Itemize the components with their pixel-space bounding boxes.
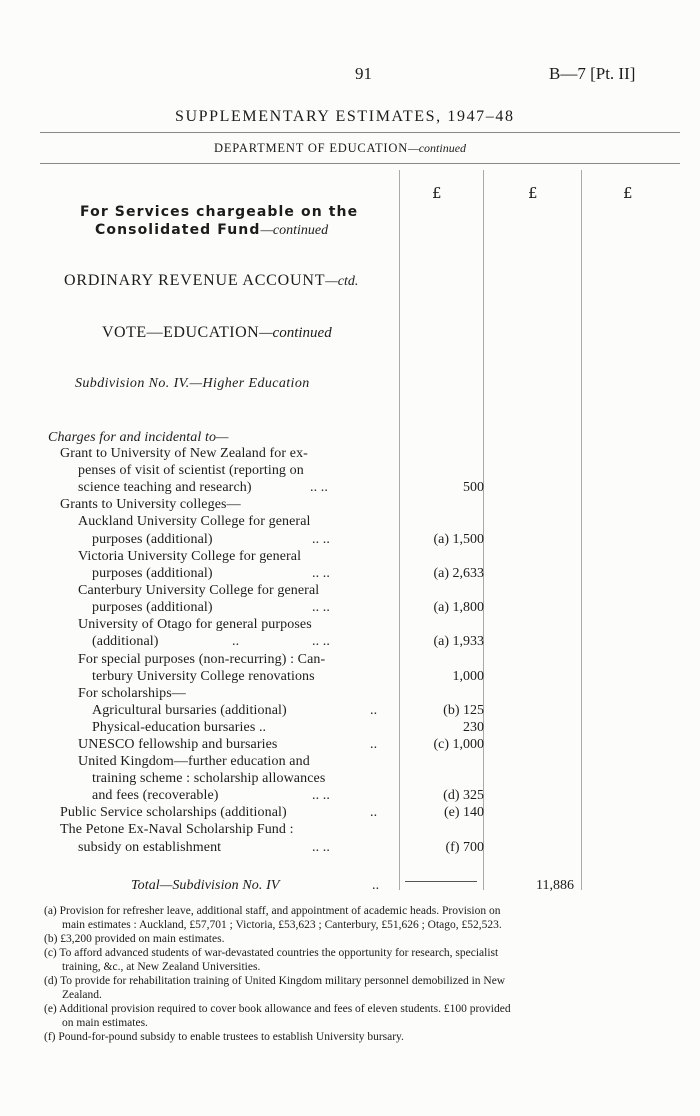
item-unesco-leader: ..: [370, 737, 378, 752]
item-grant-nz-line1: Grant to University of New Zealand for ex-: [60, 446, 308, 461]
item-uk-line2: training scheme : scholarship allowances: [92, 771, 326, 786]
column-divider-3: [581, 170, 582, 890]
services-heading-line2: [95, 222, 328, 239]
footnote-a-line1: (a) Provision for refresher leave, additional staff, and appointment of academic heads. Provision on: [44, 905, 501, 917]
footnote-e-line1: (e) Additional provision required to cover book allowance and fees of eleven students. £100 provided: [44, 1003, 511, 1015]
department-name: DEPARTMENT OF EDUCATION: [214, 141, 409, 155]
scholarships-heading: For scholarships—: [78, 686, 186, 701]
footnote-c-line1: (c) To afford advanced students of war-devastated countries the opportunity for research, specialist: [44, 947, 499, 959]
item-grant-nz-amount: 500: [463, 480, 484, 495]
item-canterbury-line2: purposes (additional): [92, 600, 213, 615]
item-uk-leader: .. ..: [312, 788, 330, 803]
footnote-e-line2: on main estimates.: [62, 1017, 148, 1029]
item-uk-line3: and fees (recoverable): [92, 788, 219, 803]
department-title: [214, 141, 466, 156]
item-public-service: Public Service scholarships (additional): [60, 805, 287, 820]
account-ctd: —ctd.: [325, 274, 359, 289]
total-amount: 11,886: [536, 878, 574, 893]
vote-name: VOTE—EDUCATION: [102, 324, 260, 341]
item-victoria-amount: (a) 2,633: [433, 566, 484, 581]
account-heading: [64, 272, 358, 290]
services-heading-line1: For Services chargeable on the: [80, 204, 359, 220]
item-petone-line2: subsidy on establishment: [78, 840, 222, 855]
item-auckland-line1: Auckland University College for general: [78, 514, 311, 529]
item-otago-leader-2: .. ..: [312, 634, 330, 649]
total-rule: [405, 881, 477, 882]
footnote-d-line2: Zealand.: [62, 989, 102, 1001]
item-petone-leader: .. ..: [312, 840, 330, 855]
item-victoria-line2: purposes (additional): [92, 566, 213, 581]
item-uk-line1: United Kingdom—further education and: [78, 754, 310, 769]
footnote-d-line1: (d) To provide for rehabilitation training of United Kingdom military personnel demobilized in New: [44, 975, 506, 987]
item-public-service-amount: (e) 140: [443, 805, 484, 820]
item-auckland-leader: .. ..: [312, 532, 330, 547]
item-physical-education: Physical-education bursaries ..: [92, 720, 267, 735]
item-victoria-line1: Victoria University College for general: [78, 549, 302, 564]
item-special-line2: terbury University College renovations: [92, 669, 315, 684]
item-unesco-amount: (c) 1,000: [433, 737, 484, 752]
item-victoria-leader: .. ..: [312, 566, 330, 581]
column-3-currency: £: [623, 184, 633, 202]
item-petone-line1: The Petone Ex-Naval Scholarship Fund :: [60, 822, 294, 837]
item-otago-leader-1: ..: [232, 634, 240, 649]
vote-continued: —continued: [259, 325, 332, 341]
item-otago-line1: University of Otago for general purposes: [78, 617, 312, 632]
vote-heading: [102, 324, 332, 342]
item-grant-nz-line2: penses of visit of scientist (reporting on: [78, 463, 304, 478]
item-otago-line2: (additional): [92, 634, 159, 649]
item-special-amount: 1,000: [452, 669, 484, 684]
item-agricultural-amount: (b) 125: [443, 703, 484, 718]
item-grant-nz-line3: science teaching and research): [78, 480, 252, 495]
page-number: 91: [355, 64, 372, 83]
subdivision-heading: Subdivision No. IV.—Higher Education: [75, 376, 310, 391]
header-rule-top: [40, 132, 680, 133]
parliamentary-reference: B—7 [Pt. II]: [549, 64, 636, 83]
total-label: Total—Subdivision No. IV: [131, 878, 280, 893]
item-canterbury-leader: .. ..: [312, 600, 330, 615]
item-auckland-amount: (a) 1,500: [433, 532, 484, 547]
account-name: ORDINARY REVENUE ACCOUNT: [64, 272, 326, 289]
services-continued: —continued: [260, 223, 329, 238]
column-1-currency: £: [432, 184, 442, 202]
column-divider-2: [483, 170, 484, 890]
item-petone-amount: (f) 700: [445, 840, 484, 855]
column-2-currency: £: [528, 184, 538, 202]
item-public-service-leader: ..: [370, 805, 378, 820]
item-otago-amount: (a) 1,933: [433, 634, 484, 649]
item-canterbury-amount: (a) 1,800: [433, 600, 484, 615]
department-continued: —continued: [408, 141, 467, 155]
item-unesco: UNESCO fellowship and bursaries: [78, 737, 278, 752]
item-special-line1: For special purposes (non-recurring) : Can-: [78, 652, 326, 667]
item-agricultural-leader: ..: [370, 703, 378, 718]
grants-colleges-heading: Grants to University colleges—: [60, 497, 241, 512]
charges-heading: Charges for and incidental to—: [48, 430, 229, 445]
consolidated-fund-text: Consolidated Fund: [95, 222, 261, 238]
total-leader: ..: [372, 878, 380, 893]
item-canterbury-line1: Canterbury University College for general: [78, 583, 320, 598]
item-agricultural: Agricultural bursaries (additional): [92, 703, 287, 718]
header-rule-bottom: [40, 163, 680, 164]
item-uk-amount: (d) 325: [443, 788, 484, 803]
item-physical-education-amount: 230: [463, 720, 484, 735]
item-grant-nz-leader: .. ..: [310, 480, 328, 495]
item-auckland-line2: purposes (additional): [92, 532, 213, 547]
column-divider-1: [399, 170, 400, 890]
page-title: SUPPLEMENTARY ESTIMATES, 1947–48: [175, 108, 515, 125]
footnote-b: (b) £3,200 provided on main estimates.: [44, 933, 225, 945]
footnote-f: (f) Pound-for-pound subsidy to enable trustees to establish University bursary.: [44, 1031, 404, 1043]
footnote-c-line2: training, &c., at New Zealand Universities.: [62, 961, 261, 973]
footnote-a-line2: main estimates : Auckland, £57,701 ; Victoria, £53,623 ; Canterbury, £51,626 ; Otago, £52,523.: [62, 919, 502, 931]
